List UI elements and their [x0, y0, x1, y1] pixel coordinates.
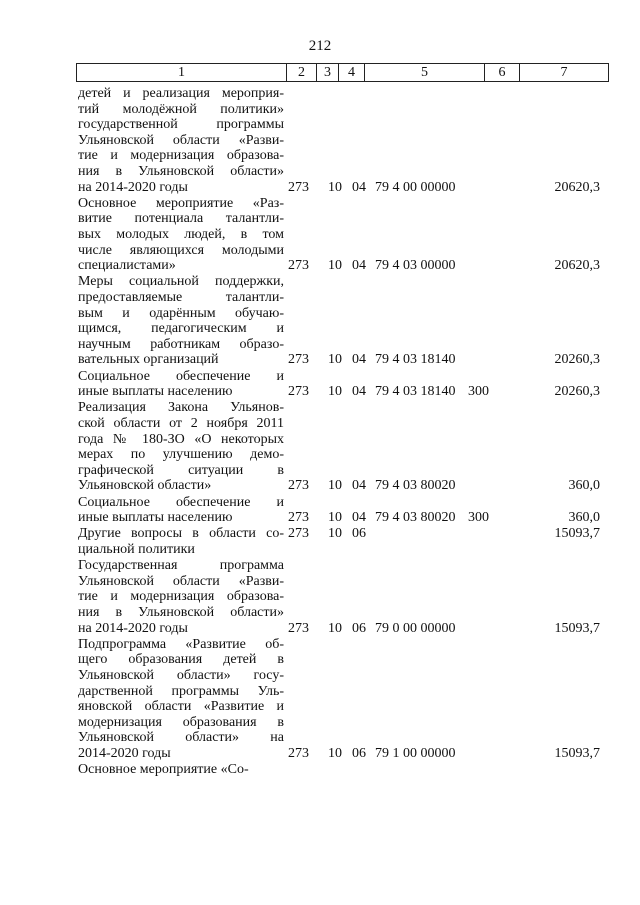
row-description: [78, 274, 284, 368]
row-description: [78, 558, 284, 636]
row-description: [78, 86, 284, 195]
code-section: 10: [328, 526, 342, 542]
description-line: Ульяновской области»: [78, 478, 212, 494]
description-line: Социальное обеспечение и: [78, 368, 284, 384]
code-admin: 273: [288, 179, 309, 195]
amount: 15093,7: [554, 745, 600, 761]
code-expense-type: 300: [468, 510, 489, 526]
description-line: научным работникам образо-: [78, 336, 284, 352]
code-section: 10: [328, 179, 342, 195]
code-subsection: 06: [352, 526, 366, 542]
description-line: Основное мероприятие «Со-: [78, 762, 249, 778]
code-section: 10: [328, 745, 342, 761]
code-admin: 273: [288, 526, 309, 542]
description-line: мерах по улучшению демо-: [78, 447, 284, 463]
description-line: ской области от 2 ноября 2011: [78, 415, 284, 431]
description-line: щимся, педагогическим и: [78, 321, 284, 337]
description-line: иные выплаты населению: [78, 510, 233, 526]
description-line: Подпрограмма «Развитие об-: [78, 636, 284, 652]
description-line: графической ситуации в: [78, 462, 284, 478]
description-line: специалистами»: [78, 258, 176, 274]
description-line: Основное мероприятие «Раз-: [78, 195, 284, 211]
amount: 20260,3: [554, 352, 600, 368]
description-line: циальной политики: [78, 541, 195, 557]
code-admin: 273: [288, 745, 309, 761]
code-subsection: 04: [352, 478, 366, 494]
code-admin: 273: [288, 478, 309, 494]
code-subsection: 04: [352, 352, 366, 368]
description-line: Реализация Закона Ульянов-: [78, 400, 284, 416]
code-target: 79 0 00 00000: [375, 620, 456, 636]
code-target: 79 4 03 80020: [375, 478, 456, 494]
code-subsection: 06: [352, 745, 366, 761]
header-col-7: 7: [520, 64, 609, 82]
code-subsection: 04: [352, 179, 366, 195]
description-line: Ульяновской области» на: [78, 730, 284, 746]
row-description: [78, 637, 284, 762]
code-subsection: 06: [352, 620, 366, 636]
table-header: [76, 63, 609, 82]
amount: 20620,3: [554, 179, 600, 195]
header-col-1: 1: [77, 64, 287, 82]
description-line: числе являющихся молодыми: [78, 242, 284, 258]
code-target: 79 4 03 18140: [375, 384, 456, 400]
amount: 360,0: [568, 478, 600, 494]
description-line: Ульяновской области «Разви-: [78, 573, 284, 589]
code-section: 10: [328, 258, 342, 274]
code-section: 10: [328, 352, 342, 368]
code-target: 79 4 03 18140: [375, 352, 456, 368]
description-line: витие потенциала талантли-: [78, 211, 284, 227]
description-line: предоставляемые талантли-: [78, 289, 284, 305]
row-description: [78, 526, 284, 557]
header-col-5: 5: [365, 64, 485, 82]
row-description: [78, 495, 284, 526]
description-line: Государственная программа: [78, 558, 284, 574]
page-number: 212: [308, 38, 332, 54]
header-col-6: 6: [485, 64, 520, 82]
description-line: детей и реализация мероприя-: [78, 86, 284, 101]
code-section: 10: [328, 510, 342, 526]
code-admin: 273: [288, 258, 309, 274]
amount: 360,0: [568, 510, 600, 526]
description-line: тие и модернизация образова-: [78, 148, 284, 164]
row-description: [78, 762, 284, 778]
description-line: щего образования детей в: [78, 652, 284, 668]
code-target: 79 4 03 00000: [375, 258, 456, 274]
description-line: государственной программы: [78, 117, 284, 133]
description-line: иные выплаты населению: [78, 384, 233, 400]
description-line: Социальное обеспечение и: [78, 494, 284, 510]
row-description: [78, 369, 284, 400]
code-admin: 273: [288, 620, 309, 636]
code-admin: 273: [288, 510, 309, 526]
description-line: Другие вопросы в области со-: [78, 526, 284, 542]
code-section: 10: [328, 384, 342, 400]
amount: 20620,3: [554, 258, 600, 274]
description-line: ния в Ульяновской области»: [78, 604, 284, 620]
header-col-3: 3: [317, 64, 339, 82]
code-expense-type: 300: [468, 384, 489, 400]
code-target: 79 1 00 00000: [375, 745, 456, 761]
description-line: дарственной программы Уль-: [78, 683, 284, 699]
description-line: яновской области «Развитие и: [78, 699, 284, 715]
code-subsection: 04: [352, 510, 366, 526]
description-line: года № 180-ЗО «О некоторых: [78, 431, 284, 447]
description-line: тий молодёжной политики»: [78, 101, 284, 117]
description-line: 2014-2020 годы: [78, 745, 171, 761]
description-line: Ульяновской области» госу-: [78, 667, 284, 683]
row-description: [78, 196, 284, 274]
amount: 15093,7: [554, 620, 600, 636]
description-line: тие и модернизация образова-: [78, 589, 284, 605]
description-line: Ульяновской области «Разви-: [78, 132, 284, 148]
description-line: на 2014-2020 годы: [78, 620, 188, 636]
header-col-4: 4: [339, 64, 365, 82]
description-line: вым и одарённым обучаю-: [78, 305, 284, 321]
description-line: вательных организаций: [78, 352, 219, 368]
code-subsection: 04: [352, 384, 366, 400]
code-target: 79 4 00 00000: [375, 179, 456, 195]
description-line: вых молодых людей, в том: [78, 226, 284, 242]
description-line: на 2014-2020 годы: [78, 179, 188, 195]
code-target: 79 4 03 80020: [375, 510, 456, 526]
header-col-2: 2: [287, 64, 317, 82]
description-line: Меры социальной поддержки,: [78, 274, 284, 290]
code-admin: 273: [288, 352, 309, 368]
description-line: ния в Ульяновской области»: [78, 163, 284, 179]
amount: 15093,7: [554, 526, 600, 542]
code-subsection: 04: [352, 258, 366, 274]
row-description: [78, 400, 284, 494]
code-section: 10: [328, 478, 342, 494]
description-line: модернизация образования в: [78, 714, 284, 730]
code-admin: 273: [288, 384, 309, 400]
amount: 20260,3: [554, 384, 600, 400]
code-section: 10: [328, 620, 342, 636]
